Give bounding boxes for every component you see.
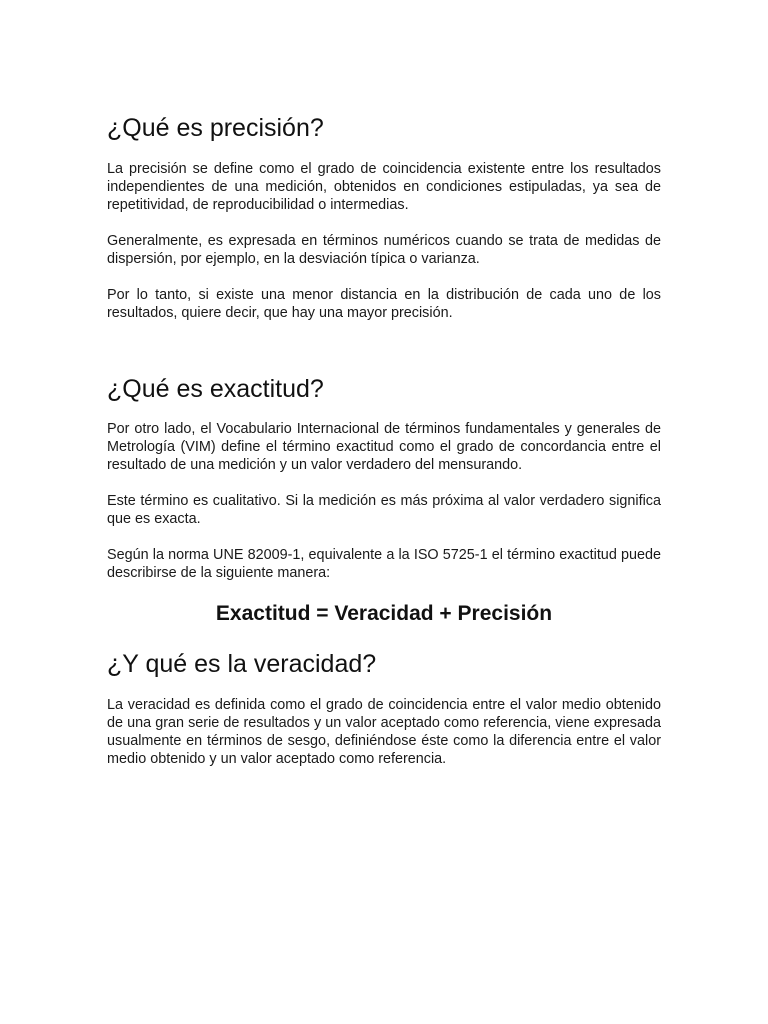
formula-exactitud: Exactitud = Veracidad + Precisión: [215, 602, 553, 625]
paragraph-exactitud-qualitative: Este término es cualitativo. Si la medición es más próxima al valor verdadero significa que es exacta.: [107, 493, 661, 527]
paragraph-precision-definition: La precisión se define como el grado de coincidencia existente entre los resultados independientes de una medición, obtenidos en condiciones estipuladas, ya sea de repetitividad, de reproducibilidad o intermedias.: [107, 161, 661, 213]
heading-veracidad: ¿Y qué es la veracidad?: [107, 650, 377, 678]
paragraph-precision-conclusion: Por lo tanto, si existe una menor distancia en la distribución de cada uno de los resultados, quiere decir, que hay una mayor precisión.: [107, 287, 661, 321]
paragraph-exactitud-standard: Según la norma UNE 82009-1, equivalente a la ISO 5725-1 el término exactitud puede describirse de la siguiente manera:: [107, 547, 661, 581]
paragraph-precision-expression: Generalmente, es expresada en términos numéricos cuando se trata de medidas de dispersión, por ejemplo, en la desviación típica o varianza.: [107, 233, 661, 267]
heading-precision: ¿Qué es precisión?: [107, 114, 324, 142]
paragraph-veracidad-definition: La veracidad es definida como el grado de coincidencia entre el valor medio obtenido de una gran serie de resultados y un valor aceptado como referencia, viene expresada usualmente en términos de sesgo, definiéndose éste como la diferencia entre el valor medio obtenido y un valor aceptado como referencia.: [107, 697, 661, 767]
paragraph-exactitud-definition: Por otro lado, el Vocabulario Internacional de términos fundamentales y generales de Metrología (VIM) define el término exactitud como el grado de concordancia entre el resultado de una medición y un valor verdadero del mensurando.: [107, 421, 661, 473]
heading-exactitud: ¿Qué es exactitud?: [107, 375, 324, 403]
